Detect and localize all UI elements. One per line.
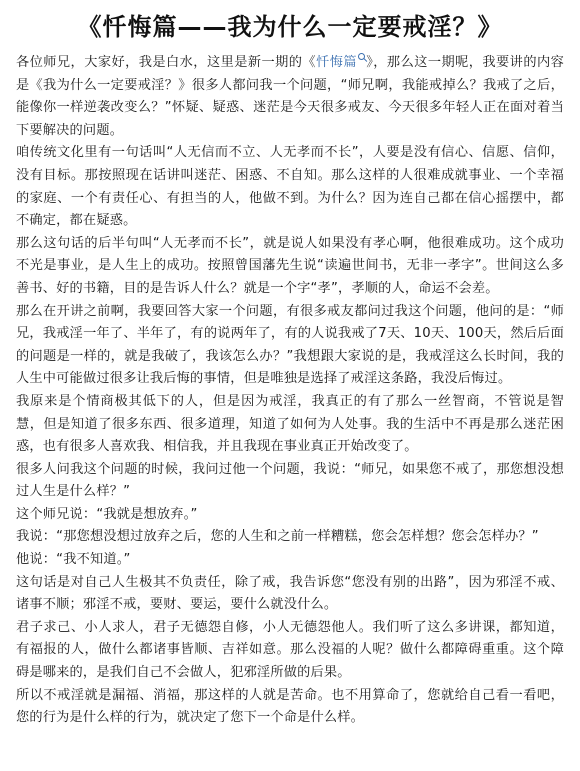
paragraph-1-intro: 各位师兄，大家好，我是白水，这里是新一期的《 <box>16 55 317 70</box>
series-link-text: 忏悔篇 <box>316 55 357 70</box>
paragraph-9: 他说：“我不知道。” <box>16 552 131 568</box>
paragraph-2: 咱传统文化里有一句话叫“人无信而不立、人无孝而不长”，人要是没有信心、信愿、信仰，没有目标。那按照现在话讲叫迷茫、困惑、不自知。那么这样的人很难成就事业、一个幸福的家庭、一个有责任心、有担当的人，他做不到。为什么？因为连自己都在信心摇摆中，都不确定，都在疑惑。 <box>16 145 564 229</box>
paragraph-10: 这句话是对自己人生极其不负责任，除了戒，我告诉您“您没有别的出路”，因为邪淫不戒、诸事不顺；邪淫不戒，要财、要运，要什么就没什么。 <box>16 574 564 613</box>
article-title: 《忏悔篇——我为什么一定要戒淫？》 <box>77 13 503 41</box>
paragraph-12: 所以不戒淫就是漏福、消福，那这样的人就是苦命。也不用算命了，您就给自己看一看吧，您的行为是什么样的行为，就决定了您下一个命是什么样。 <box>16 687 564 726</box>
paragraph-6: 很多人问我这个问题的时候，我问过他一个问题，我说：“师兄，如果您不戒了，那您想没想过人生是什么样？” <box>16 461 564 500</box>
paragraph-7: 这个师兄说：“我就是想放弃。” <box>16 506 198 522</box>
paragraph-3: 那么这句话的后半句叫“人无孝而不长”，就是说人如果没有孝心啊，他很难成功。这个成功不光是事业，是人生上的成功。按照曾国藩先生说“读遍世间书，无非一孝字”。世间这么多善书、好的书籍，目的是告诉人什么？就是一个字“孝”，孝顺的人，命运不会差。 <box>16 235 564 296</box>
paragraph-4: 那么在开讲之前啊，我要回答大家一个问题，有很多戒友都问过我这个问题，他问的是：“师兄，我戒淫一年了、半年了，有的说两年了，有的人说我戒了7天、10天、100天，然后后面的问题是一样的，就是我破了，我该怎么办？”我想跟大家说的是，我戒淫这么长时间，我的人生中可能做过很多让我后悔的事情，但是唯独是选择了戒淫这条路，我没后悔过。 <box>16 303 564 387</box>
paragraph-1 <box>16 52 564 142</box>
paragraph-1-rest: 》，那么这一期呢，我要讲的内容是《我为什么一定要戒淫？》很多人都问我一个问题，“师兄啊，我能戒掉么？我戒了之后，能像你一样逆袭改变么？”怀疑、疑惑、迷茫是今天很多戒友、今天很多年轻人正在面对着当下要解决的问题。 <box>16 55 564 138</box>
paragraph-5: 我原来是个情商极其低下的人，但是因为戒淫，我真正的有了那么一丝智商，不管说是智慧，但是知道了很多东西、很多道理，知道了如何为人处事。我的生活中不再是那么迷茫困惑，也有很多人喜欢我、相信我，并且我现在事业真正开始改变了。 <box>16 393 564 455</box>
paragraph-8: 我说：“那您想没想过放弃之后，您的人生和之前一样糟糕，您会怎样想？您会怎样办？” <box>16 529 539 545</box>
series-link[interactable] <box>316 55 366 70</box>
paragraph-11: 君子求己、小人求人，君子无德怨自修，小人无德怨他人。我们听了这么多讲课，都知道，有福报的人，做什么都诸事皆顺、吉祥如意。那么没福的人呢？做什么都障碍重重。这个障碍是哪来的，是我们自己不会做人，犯邪淫所做的后果。 <box>16 619 564 681</box>
search-icon <box>358 53 365 60</box>
